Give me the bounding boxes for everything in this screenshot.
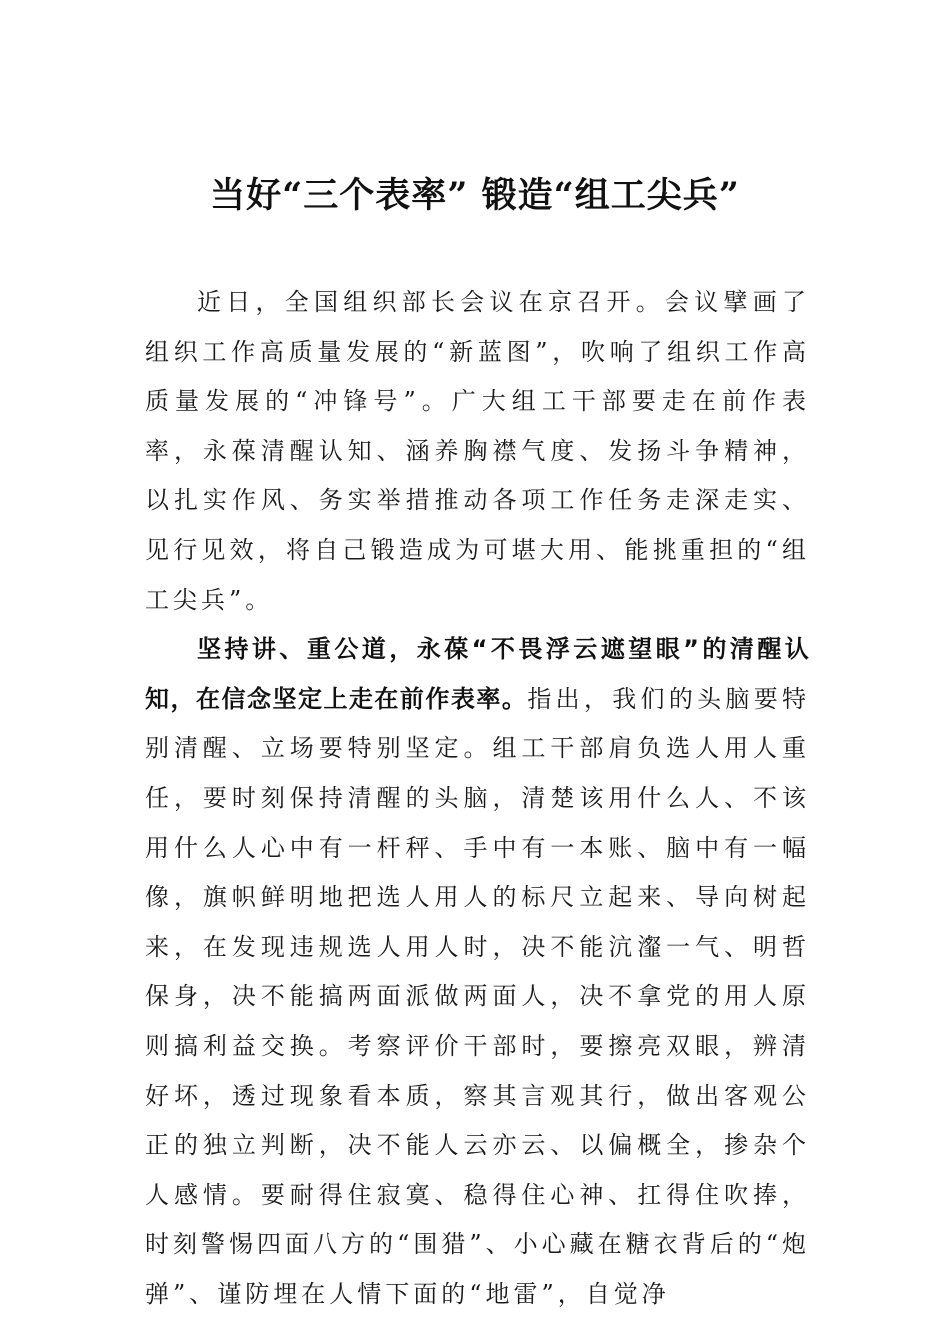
document-title: 当好“三个表率” 锻造“组工尖兵”	[210, 175, 740, 216]
paragraph-intro-text: 近日，全国组织部长会议在京召开。会议擘画了组织工作高质量发展的“新蓝图”，吹响了组织工作高质量发展的“冲锋号”。广大组工干部要走在前作表率，永葆清醒认知、涵养胸襟气度、发扬斗争精神，以扎实作风、务实举措推动各项工作任务走深走实、见行见效，将自己锻造成为可堪大用、能挑重担的“组工尖兵”。	[145, 288, 810, 614]
section-one-text: 指出，我们的头脑要特别清醒、立场要特别坚定。组工干部肩负选人用人重任，要时刻保持清醒的头脑，清楚该用什么人、不该用什么人心中有一杆秤、手中有一本账、脑中有一幅像，旗帜鲜明地把选人用人的标尺立起来、导向树起来，在发现违规选人用人时，决不能沆瀣一气、明哲保身，决不能搞两面派做两面人，决不拿党的用人原则搞利益交换。考察评价干部时，要擦亮双眼，辨清好坏，透过现象看本质，察其言观其行，做出客观公正的独立判断，决不能人云亦云、以偏概全，掺杂个人感情。要耐得住寂寞、稳得住心神、扛得住吹捧，时刻警惕四面八方的“围猎”、小心藏在糖衣背后的“炮弹”、谨防埋在人情下面的“地雷”，自觉净	[145, 684, 810, 1308]
paragraph-section-one	[145, 625, 810, 1319]
document-body	[145, 278, 810, 1319]
paragraph-intro	[145, 278, 810, 625]
section-one-heading: 坚持讲、重公道，永葆“不畏浮云遮望眼”的清醒认知，在信念坚定上走在前作表率。	[145, 635, 810, 713]
